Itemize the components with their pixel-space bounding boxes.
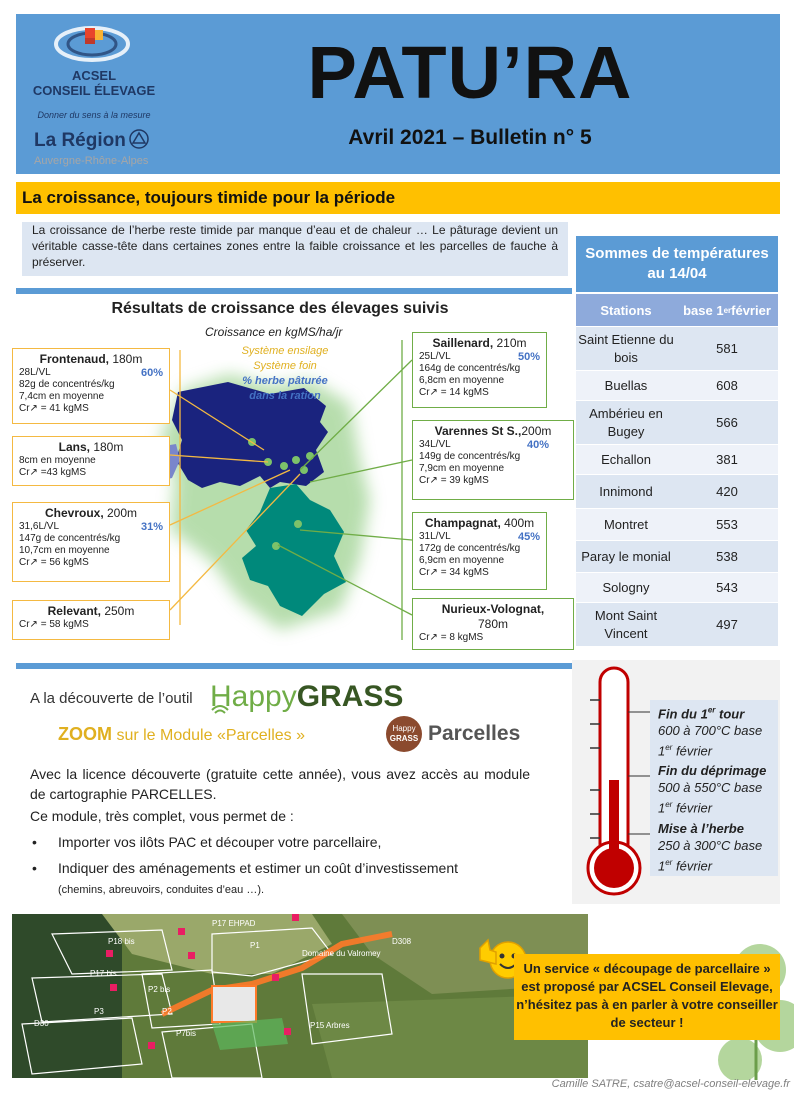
farm-pct: 40% — [526, 439, 549, 451]
wifi-icon — [210, 702, 230, 722]
section1-title: La croissance, toujours timide pour la période — [22, 188, 396, 207]
discover-text: A la découverte de l’outil — [30, 690, 193, 707]
module-heading: Ce module, très complet, vous permet de : — [30, 808, 294, 824]
intro-paragraph: La croissance de l’herbe reste timide par manque d’eau et de chaleur … Le pâturage devient un véritable casse-tête dans certaines zones entre la faible croissance et les parcelles de fauche à préserver. — [22, 222, 568, 276]
col-base-header: base 1 er février — [683, 302, 771, 318]
threshold-note-2: Fin du déprimage 500 à 550°C base 1er février — [650, 760, 778, 818]
org-tagline: Donner du sens à la mesure — [37, 110, 151, 120]
station-value: 497 — [716, 617, 738, 632]
station-value: 543 — [716, 580, 738, 595]
parcel-label: P2 — [162, 1007, 172, 1016]
farm-pct: 31% — [140, 521, 163, 533]
legend-ensilage: Système ensilage — [241, 345, 329, 357]
parcel-label: P17 EHPAD — [212, 919, 256, 928]
farm-lans: Lans, 180m 8cm en moyenne Cr↗ =43 kgMS — [12, 436, 170, 486]
module-bullets — [30, 832, 530, 906]
region-name: La Région — [34, 130, 126, 151]
threshold-note-3: Mise à l’herbe 250 à 300°C base 1er février — [650, 818, 778, 876]
bulletin-title: PATU’RA — [307, 31, 633, 114]
list-item: • Importer vos ilôts PAC et découper votre parcellaire, — [30, 832, 530, 852]
road-label: D308 — [392, 937, 412, 946]
station-name: Paray le monial — [581, 548, 671, 564]
region-subtitle: Auvergne-Rhône-Alpes — [34, 155, 149, 167]
farm-nurieux: Nurieux-Volognat, 780m Cr↗ = 8 kgMS — [412, 598, 574, 650]
list-item: • Indiquer des aménagements et estimer un coût d’investissement (chemins, abreuvoirs, conduites d’eau …). — [30, 858, 530, 900]
farm-pct: 50% — [517, 351, 540, 363]
grass-text: GRASS — [296, 680, 404, 713]
farm-pct: 45% — [517, 531, 540, 543]
parcel-label: P3 — [94, 1007, 104, 1016]
station-name: Mont Saint Vincent — [594, 607, 658, 641]
farm-champagnat: Champagnat, 400m 45% 31L/VL 172g de concentrés/kg 6,9cm en moyenne Cr↗ = 34 kgMS — [412, 512, 547, 590]
farm-varennes: Varennes St S.,200m 40% 34L/VL 149g de concentrés/kg 7,9cm en moyenne Cr↗ = 39 kgMS — [412, 420, 574, 500]
farm-saillenard: Saillenard, 210m 50% 25L/VL 164g de concentrés/kg 6,8cm en moyenne Cr↗ = 14 kgMS — [412, 332, 547, 408]
station-name: Innimond — [599, 483, 653, 499]
farm-chevroux: Chevroux, 200m 31% 31,6L/VL 147g de concentrés/kg 10,7cm en moyenne Cr↗ = 56 kgMS — [12, 502, 170, 582]
station-value: 581 — [716, 341, 738, 356]
station-name: Sologny — [602, 579, 650, 595]
temperature-table-title: Sommes de températures au 14/04 — [576, 236, 778, 292]
station-value: 553 — [716, 517, 738, 532]
col-station-header: Stations — [600, 302, 652, 318]
station-value: 566 — [716, 415, 738, 430]
thermometer-icon — [582, 664, 652, 900]
happy-text: Happy — [210, 680, 297, 713]
legend-pct-line1: % herbe pâturée — [242, 375, 328, 387]
org-name-line1: ACSEL — [71, 68, 117, 83]
station-value: 420 — [716, 484, 738, 499]
road-label: D30 — [34, 1019, 49, 1028]
station-value: 538 — [716, 549, 738, 564]
station-name: Echallon — [601, 451, 651, 467]
farm-frontenaud: Frontenaud, 180m 60% 28L/VL 82g de concentrés/kg 7,4cm en moyenne Cr↗ = 41 kgMS — [12, 348, 170, 424]
results-title: Résultats de croissance des élevages suivis — [111, 300, 449, 317]
happygrass-logo — [210, 680, 403, 714]
station-name: Montret — [603, 516, 649, 532]
results-subtitle: Croissance en kgMS/ha/jr — [205, 325, 343, 339]
parcel-label: P18 bis — [108, 937, 135, 946]
org-name-line2: CONSEIL ÉLEVAGE — [32, 83, 156, 98]
footer-contact[interactable]: Camille SATRE, csatre@acsel-conseil-elevage.fr — [551, 1078, 790, 1090]
parcel-label: P15 Arbres — [310, 1021, 350, 1030]
parcel-label: P1 — [250, 941, 260, 950]
legend-foin: Système foin — [253, 360, 317, 372]
parcel-label: P2 bis — [148, 985, 171, 994]
station-name: Saint Etienne du bois — [578, 331, 674, 365]
parcelles-logo-icon: Happy GRASS — [386, 716, 422, 752]
threshold-note-1: Fin du 1er tour 600 à 700°C base 1er février — [650, 700, 778, 762]
station-name: Buellas — [604, 377, 648, 393]
section-divider — [16, 663, 572, 669]
station-value: 381 — [716, 452, 738, 467]
service-callout: Un service « découpage de parcellaire » est proposé par ACSEL Conseil Elevage, n’hésitez pas à en parler à votre conseiller de secteur ! — [514, 954, 780, 1040]
map-legend — [220, 344, 350, 404]
parcelles-label: Parcelles — [428, 722, 521, 745]
legend-pct-line2: dans la ration — [249, 390, 321, 402]
zoom-line: ZOOM sur le Module «Parcelles » — [58, 724, 305, 744]
place-label: Domaine du Valromey — [302, 949, 381, 958]
farm-pct: 60% — [140, 367, 163, 379]
farm-relevant: Relevant, 250m Cr↗ = 58 kgMS — [12, 600, 170, 640]
module-description: Avec la licence découverte (gratuite cette année), vous avez accès au module de cartographie PARCELLES. — [30, 766, 530, 802]
parcel-label: P7bis — [176, 1029, 197, 1038]
parcel-label: P17 bis — [90, 969, 117, 978]
bulletin-subtitle: Avril 2021 – Bulletin n° 5 — [348, 126, 592, 149]
station-name: Ambérieu en Bugey — [589, 405, 663, 439]
station-value: 608 — [716, 378, 738, 393]
